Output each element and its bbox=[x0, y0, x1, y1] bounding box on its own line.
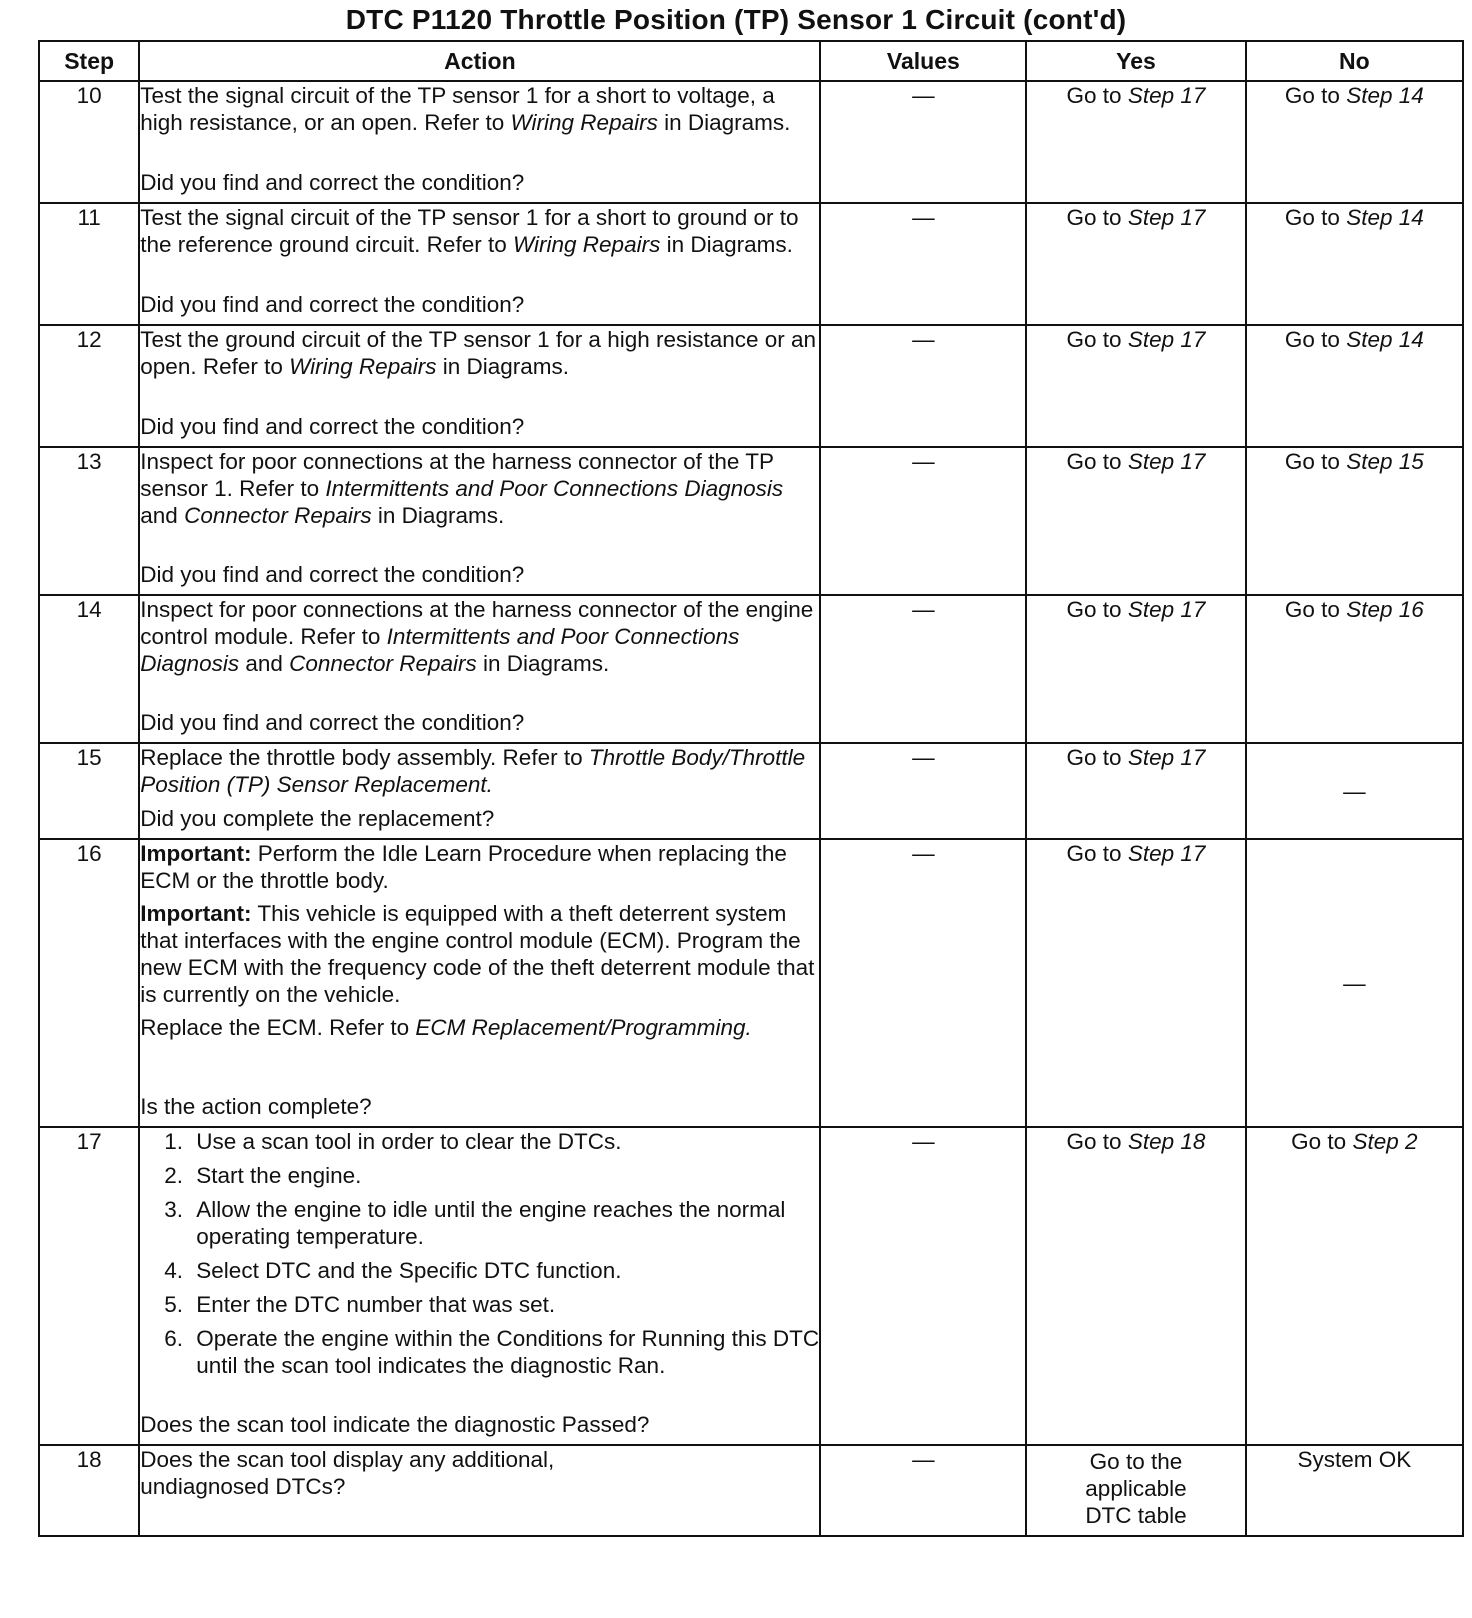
action-cell bbox=[139, 1445, 820, 1536]
step-number: 18 bbox=[39, 1445, 139, 1536]
action-question: Did you complete the replacement? bbox=[140, 806, 495, 831]
step-number: 13 bbox=[39, 447, 139, 595]
action-text: Replace the ECM. Refer to ECM Replacement/Programming. bbox=[140, 1015, 752, 1040]
no-cell[interactable]: Go to Step 14 bbox=[1246, 203, 1463, 325]
values-cell: — bbox=[820, 447, 1026, 595]
action-cell bbox=[139, 1127, 820, 1445]
action-question: Does the scan tool indicate the diagnostic Passed? bbox=[140, 1412, 650, 1437]
table-row bbox=[39, 203, 1463, 325]
reference-link[interactable]: Throttle Body/Throttle Position (TP) Sensor Replacement. bbox=[140, 745, 806, 797]
dtc-table bbox=[38, 40, 1464, 1537]
header-step: Step bbox=[39, 41, 139, 81]
list-item: 2. Start the engine. bbox=[164, 1163, 362, 1188]
yes-cell[interactable]: Go to Step 17 bbox=[1026, 203, 1245, 325]
values-cell: — bbox=[820, 203, 1026, 325]
values-cell: — bbox=[820, 81, 1026, 203]
yes-cell[interactable]: Go to Step 17 bbox=[1026, 325, 1245, 447]
action-question: Did you find and correct the condition? bbox=[140, 414, 525, 439]
header-no: No bbox=[1246, 41, 1463, 81]
values-cell: — bbox=[820, 595, 1026, 743]
list-item: 3. Allow the engine to idle until the engine reaches the normal operating temperature. bbox=[164, 1197, 786, 1249]
no-cell[interactable]: Go to Step 15 bbox=[1246, 447, 1463, 595]
action-text: Test the signal circuit of the TP sensor 1 for a short to voltage, a high resistance, or an open. Refer to Wiring Repairs in Diagrams. bbox=[140, 83, 791, 135]
action-question: Did you find and correct the condition? bbox=[140, 562, 525, 587]
reference-link[interactable]: Wiring Repairs bbox=[510, 110, 658, 135]
reference-link[interactable]: Wiring Repairs bbox=[289, 354, 437, 379]
reference-link[interactable]: Wiring Repairs bbox=[512, 232, 661, 257]
header-yes: Yes bbox=[1026, 41, 1245, 81]
action-cell bbox=[139, 595, 820, 743]
header-values: Values bbox=[820, 41, 1026, 81]
reference-link[interactable]: Connector Repairs bbox=[289, 651, 477, 676]
action-question: Did you find and correct the condition? bbox=[140, 170, 525, 195]
action-text: Inspect for poor connections at the harness connector of the engine control module. Refer to Intermittents and Poor Connections Diagnosis and Connector Repairs in Diagrams. bbox=[140, 597, 814, 676]
yes-cell[interactable]: Go to Step 17 bbox=[1026, 81, 1245, 203]
step-number: 14 bbox=[39, 595, 139, 743]
yes-cell[interactable]: Go to Step 17 bbox=[1026, 839, 1245, 1127]
no-cell: System OK bbox=[1246, 1445, 1463, 1536]
action-cell bbox=[139, 325, 820, 447]
values-cell: — bbox=[820, 839, 1026, 1127]
page-title: DTC P1120 Throttle Position (TP) Sensor 1 Circuit (cont'd) bbox=[345, 4, 1127, 35]
table-row bbox=[39, 81, 1463, 203]
reference-link[interactable]: ECM Replacement/Programming. bbox=[415, 1015, 752, 1040]
yes-cell[interactable]: Go to Step 18 bbox=[1026, 1127, 1245, 1445]
action-cell bbox=[139, 203, 820, 325]
no-cell: — bbox=[1246, 743, 1463, 839]
yes-cell[interactable]: Go to Step 17 bbox=[1026, 595, 1245, 743]
step-number: 17 bbox=[39, 1127, 139, 1445]
action-cell bbox=[139, 447, 820, 595]
yes-cell[interactable]: Go to the applicable DTC table bbox=[1026, 1445, 1245, 1536]
list-item: 4. Select DTC and the Specific DTC function. bbox=[164, 1258, 622, 1283]
table-row bbox=[39, 839, 1463, 1127]
action-cell bbox=[139, 839, 820, 1127]
step-number: 15 bbox=[39, 743, 139, 839]
list-item: 6. Operate the engine within the Conditions for Running this DTC until the scan tool indicates the diagnostic Ran. bbox=[164, 1326, 820, 1378]
step-number: 11 bbox=[39, 203, 139, 325]
action-question: Did you find and correct the condition? bbox=[140, 710, 525, 735]
action-cell bbox=[139, 743, 820, 839]
important-note: Important: This vehicle is equipped with a theft deterrent system that interfaces with the engine control module (ECM). Program the new ECM with the frequency code of the theft deterrent module that is currently on the vehicle. bbox=[140, 901, 815, 1007]
reference-link[interactable]: Intermittents and Poor Connections Diagnosis bbox=[325, 476, 784, 501]
table-row bbox=[39, 447, 1463, 595]
list-item: 1. Use a scan tool in order to clear the DTCs. bbox=[164, 1129, 622, 1154]
action-question: Does the scan tool display any additional, undiagnosed DTCs? bbox=[140, 1447, 555, 1499]
table-row bbox=[39, 1445, 1463, 1536]
table-row bbox=[39, 325, 1463, 447]
values-cell: — bbox=[820, 1445, 1026, 1536]
reference-link[interactable]: Intermittents and Poor Connections Diagnosis bbox=[140, 624, 740, 676]
table-row bbox=[39, 595, 1463, 743]
values-cell: — bbox=[820, 743, 1026, 839]
step-number: 12 bbox=[39, 325, 139, 447]
header-row bbox=[39, 41, 1463, 81]
action-cell bbox=[139, 81, 820, 203]
no-cell: — bbox=[1246, 839, 1463, 1127]
no-cell[interactable]: Go to Step 16 bbox=[1246, 595, 1463, 743]
values-cell: — bbox=[820, 1127, 1026, 1445]
table-row bbox=[39, 743, 1463, 839]
values-cell: — bbox=[820, 325, 1026, 447]
step-number: 16 bbox=[39, 839, 139, 1127]
action-question: Did you find and correct the condition? bbox=[140, 292, 525, 317]
action-text: Test the ground circuit of the TP sensor 1 for a high resistance or an open. Refer to Wiring Repairs in Diagrams. bbox=[140, 327, 817, 379]
step-number: 10 bbox=[39, 81, 139, 203]
no-cell[interactable]: Go to Step 14 bbox=[1246, 81, 1463, 203]
table-row bbox=[39, 1127, 1463, 1445]
yes-cell[interactable]: Go to Step 17 bbox=[1026, 743, 1245, 839]
reference-link[interactable]: Connector Repairs bbox=[184, 503, 372, 528]
important-note: Important: Perform the Idle Learn Procedure when replacing the ECM or the throttle body. bbox=[140, 841, 787, 893]
header-action: Action bbox=[139, 41, 820, 81]
no-cell[interactable]: Go to Step 2 bbox=[1246, 1127, 1463, 1445]
action-text: Inspect for poor connections at the harness connector of the TP sensor 1. Refer to Intermittents and Poor Connections Diagnosis and Connector Repairs in Diagrams. bbox=[140, 449, 784, 528]
list-item: 5. Enter the DTC number that was set. bbox=[164, 1292, 556, 1317]
no-cell[interactable]: Go to Step 14 bbox=[1246, 325, 1463, 447]
yes-cell[interactable]: Go to Step 17 bbox=[1026, 447, 1245, 595]
action-question: Is the action complete? bbox=[140, 1094, 372, 1119]
action-text: Test the signal circuit of the TP sensor 1 for a short to ground or to the reference ground circuit. Refer to Wiring Repairs in Diagrams. bbox=[140, 205, 799, 257]
procedure-list bbox=[140, 1128, 819, 1386]
action-text: Replace the throttle body assembly. Refer to Throttle Body/Throttle Position (TP) Sensor Replacement. bbox=[140, 745, 806, 797]
